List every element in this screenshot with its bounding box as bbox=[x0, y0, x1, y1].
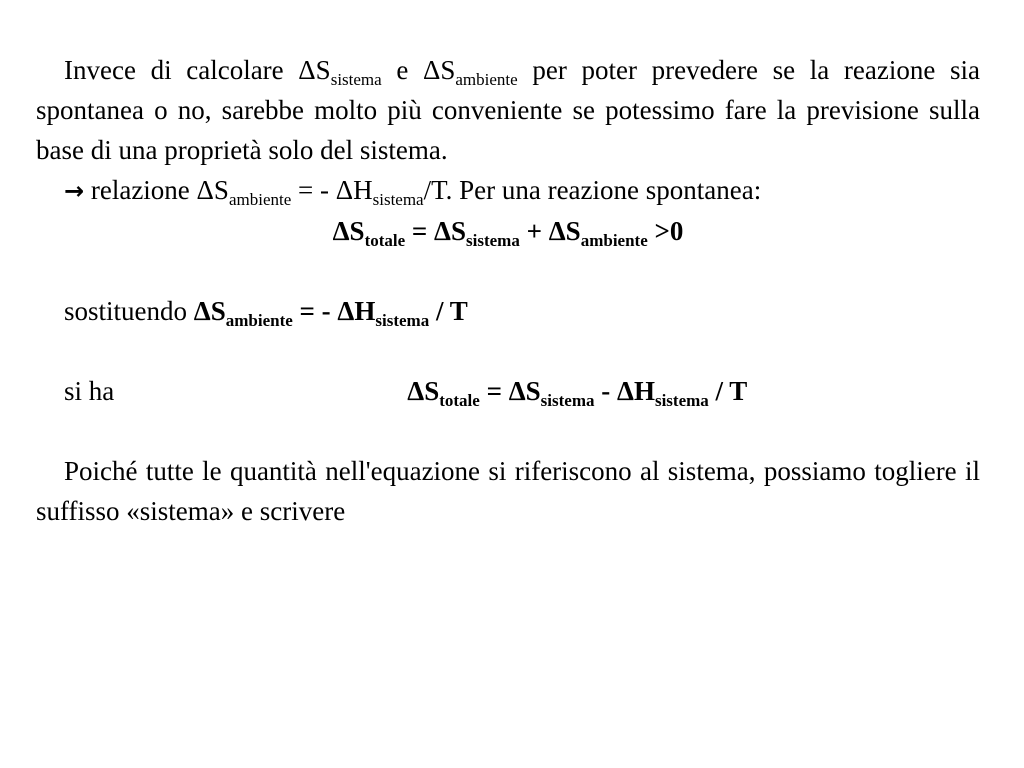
subscript-sistema: sistema bbox=[372, 190, 424, 209]
paragraph-relation bbox=[36, 170, 980, 211]
paragraph-substitution bbox=[36, 291, 980, 331]
subscript-ambiente: ambiente bbox=[228, 190, 292, 209]
substitution-label: sostituendo bbox=[64, 296, 194, 326]
divided-by-t: / T bbox=[429, 296, 468, 326]
entropy-symbol: S bbox=[440, 55, 456, 85]
spacer bbox=[36, 331, 980, 371]
spacer bbox=[36, 251, 980, 291]
arrow-right-icon: → bbox=[64, 177, 85, 205]
enthalpy-symbol: H bbox=[353, 175, 373, 205]
subscript-totale: totale bbox=[364, 231, 406, 250]
result-label: si ha bbox=[64, 376, 115, 406]
delta-symbol: Δ bbox=[617, 376, 634, 406]
spacer bbox=[36, 411, 980, 451]
delta-symbol: Δ bbox=[422, 55, 441, 85]
intro-text-and: e bbox=[381, 55, 423, 85]
divided-by-t: / T bbox=[708, 376, 748, 406]
delta-symbol: Δ bbox=[335, 175, 354, 205]
delta-symbol: Δ bbox=[337, 296, 355, 326]
delta-symbol: Δ bbox=[196, 175, 214, 205]
equation-total-entropy bbox=[36, 211, 980, 251]
subscript-sistema: sistema bbox=[330, 70, 382, 89]
delta-symbol: Δ bbox=[407, 376, 425, 406]
enthalpy-symbol: H bbox=[633, 376, 655, 406]
subscript-totale: totale bbox=[439, 391, 480, 410]
subscript-ambiente: ambiente bbox=[580, 231, 648, 250]
substitution-equation bbox=[193, 296, 468, 330]
greater-than-zero: >0 bbox=[647, 216, 684, 246]
delta-symbol: Δ bbox=[298, 55, 316, 85]
paragraph-conclusion bbox=[36, 451, 980, 531]
equals-sign: = bbox=[479, 376, 509, 406]
delta-symbol: Δ bbox=[548, 216, 566, 246]
minus-sign: - bbox=[594, 376, 617, 406]
entropy-symbol: S bbox=[315, 55, 331, 85]
delta-symbol: Δ bbox=[434, 216, 451, 246]
plus-sign: + bbox=[519, 216, 549, 246]
paragraph-result bbox=[36, 371, 980, 411]
delta-symbol: Δ bbox=[332, 216, 350, 246]
subscript-sistema: sistema bbox=[466, 231, 520, 250]
intro-text-end: per poter prevedere se la reazione sia spontanea o no, sarebbe molto più conveniente se potessimo fare la previsione sulla base di una proprietà solo del sistema. bbox=[36, 55, 980, 165]
entropy-symbol: S bbox=[525, 376, 541, 406]
intro-text-start: Invece di calcolare bbox=[64, 55, 299, 85]
delta-symbol: Δ bbox=[508, 376, 526, 406]
gibbs-equation bbox=[379, 371, 747, 411]
delta-symbol: Δ bbox=[193, 296, 211, 326]
paragraph-intro bbox=[36, 50, 980, 170]
entropy-symbol: S bbox=[349, 216, 365, 246]
entropy-symbol: S bbox=[450, 216, 467, 246]
conclusion-text: Poiché tutte le quantità nell'equazione si riferiscono al sistema, possiamo togliere il suffisso «sistema» e scrivere bbox=[36, 456, 980, 526]
subscript-ambiente: ambiente bbox=[225, 311, 293, 330]
relation-text: relazione bbox=[84, 175, 197, 205]
entropy-symbol: S bbox=[210, 296, 226, 326]
subscript-sistema: sistema bbox=[654, 391, 709, 410]
enthalpy-symbol: H bbox=[354, 296, 376, 326]
relation-text-end: /T. Per una reazione spontanea: bbox=[423, 175, 762, 205]
entropy-symbol: S bbox=[424, 376, 440, 406]
entropy-symbol: S bbox=[565, 216, 581, 246]
slide-content bbox=[36, 50, 980, 531]
equals-minus: = - bbox=[292, 296, 338, 326]
equals-minus: = - bbox=[291, 175, 336, 205]
entropy-symbol: S bbox=[213, 175, 229, 205]
subscript-sistema: sistema bbox=[375, 311, 430, 330]
subscript-sistema: sistema bbox=[540, 391, 595, 410]
subscript-ambiente: ambiente bbox=[455, 70, 518, 89]
equals-sign: = bbox=[405, 216, 435, 246]
